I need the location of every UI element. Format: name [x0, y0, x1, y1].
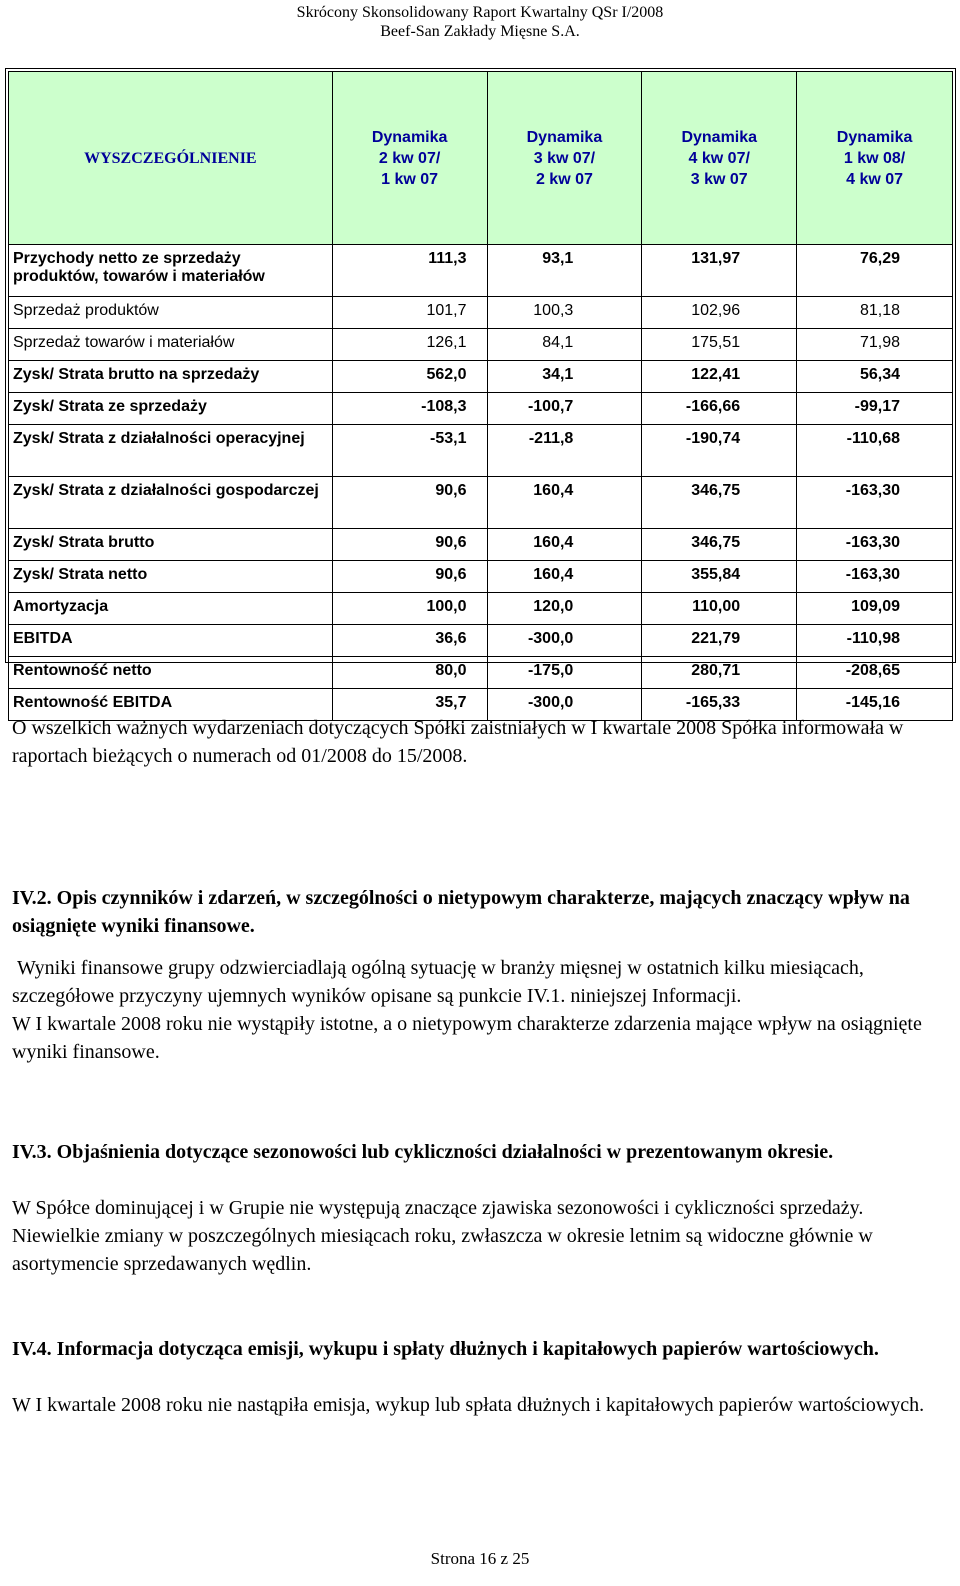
table-row	[9, 245, 953, 297]
cell-value: 100,0	[332, 593, 487, 625]
column-header-q4-q3: Dynamika 4 kw 07/ 3 kw 07	[642, 72, 797, 245]
cell-value: 109,09	[797, 593, 953, 625]
column-header-description: WYSZCZEGÓLNIENIE	[9, 72, 333, 245]
cell-value: 355,84	[642, 561, 797, 593]
section-paragraph: W Spółce dominującej i w Grupie nie występują znaczące zjawiska sezonowości i cykliczności sprzedaży. Niewielkie zmiany w poszczególnych miesiącach roku, zwłaszcza w okresie letnim są widoczne głównie w asortymencie sprzedawanych wędlin.	[12, 1197, 873, 1275]
row-label: Zysk/ Strata netto	[9, 561, 333, 593]
table-row	[9, 393, 953, 425]
cell-value: 71,98	[797, 329, 953, 361]
section-iv3	[12, 1138, 942, 1278]
dynamics-table-frame	[5, 68, 956, 711]
cell-value: 346,75	[642, 477, 797, 529]
cell-value: -208,65	[797, 657, 953, 689]
row-label: Sprzedaż produktów	[9, 297, 333, 329]
section-paragraph: Wyniki finansowe grupy odzwierciadlają ogólną sytuację w branży mięsnej w ostatnich kilku miesiącach, szczegółowe przyczyny ujemnych wyników opisane są punkcie IV.1. niniejszej Informacji.	[12, 957, 869, 1007]
page-number: Strona 16 z 25	[430, 1549, 530, 1568]
cell-value: 56,34	[797, 361, 953, 393]
cell-value: -163,30	[797, 529, 953, 561]
cell-value: 131,97	[642, 245, 797, 297]
section-heading: IV.3. Objaśnienia dotyczące sezonowości lub cykliczności działalności w prezentowanym okresie.	[12, 1141, 834, 1163]
cell-value: 221,79	[642, 625, 797, 657]
cell-value: 100,3	[487, 297, 642, 329]
table-row	[9, 297, 953, 329]
cell-value: 90,6	[332, 561, 487, 593]
cell-value: 81,18	[797, 297, 953, 329]
cell-value: -100,7	[487, 393, 642, 425]
table-row	[9, 361, 953, 393]
cell-value: 160,4	[487, 529, 642, 561]
cell-value: 35,7	[332, 689, 487, 721]
row-label: Zysk/ Strata brutto	[9, 529, 333, 561]
cell-value: 120,0	[487, 593, 642, 625]
table-row	[9, 657, 953, 689]
cell-value: -190,74	[642, 425, 797, 477]
cell-value: 80,0	[332, 657, 487, 689]
table-row	[9, 561, 953, 593]
column-header-q2-q1: Dynamika 2 kw 07/ 1 kw 07	[332, 72, 487, 245]
row-label: Przychody netto ze sprzedaży produktów, towarów i materiałów	[9, 245, 333, 297]
table-row	[9, 593, 953, 625]
cell-value: 160,4	[487, 477, 642, 529]
cell-value: -99,17	[797, 393, 953, 425]
row-label: Sprzedaż towarów i materiałów	[9, 329, 333, 361]
cell-value: 160,4	[487, 561, 642, 593]
cell-value: -211,8	[487, 425, 642, 477]
cell-value: -300,0	[487, 689, 642, 721]
cell-value: 90,6	[332, 477, 487, 529]
row-label: Rentowność EBITDA	[9, 689, 333, 721]
row-label: Zysk/ Strata ze sprzedaży	[9, 393, 333, 425]
section-iv2	[12, 884, 942, 1066]
section-iv4	[12, 1335, 942, 1419]
table-row	[9, 625, 953, 657]
cell-value: -110,98	[797, 625, 953, 657]
cell-value: 122,41	[642, 361, 797, 393]
cell-value: -53,1	[332, 425, 487, 477]
row-label: Zysk/ Strata z działalności gospodarczej	[9, 477, 333, 529]
section-paragraph: W I kwartale 2008 roku nie wystąpiły istotne, a o nietypowym charakterze zdarzenia mające wpływ na osiągnięte wyniki finansowe.	[12, 1013, 922, 1063]
cell-value: -145,16	[797, 689, 953, 721]
cell-value: 76,29	[797, 245, 953, 297]
cell-value: -166,66	[642, 393, 797, 425]
cell-value: 34,1	[487, 361, 642, 393]
cell-value: -165,33	[642, 689, 797, 721]
cell-value: 90,6	[332, 529, 487, 561]
events-paragraph: O wszelkich ważnych wydarzeniach dotyczących Spółki zaistniałych w I kwartale 2008 Spółka informowała w raportach bieżących o numerach od 01/2008 do 15/2008.	[12, 717, 904, 767]
row-label: Amortyzacja	[9, 593, 333, 625]
cell-value: -175,0	[487, 657, 642, 689]
cell-value: -163,30	[797, 561, 953, 593]
cell-value: -300,0	[487, 625, 642, 657]
table-header-row	[9, 72, 953, 245]
cell-value: 280,71	[642, 657, 797, 689]
cell-value: -108,3	[332, 393, 487, 425]
row-label: EBITDA	[9, 625, 333, 657]
section-heading: IV.2. Opis czynników i zdarzeń, w szczególności o nietypowym charakterze, mających znaczący wpływ na osiągnięte wyniki finansowe.	[12, 887, 910, 937]
column-header-q3-q2: Dynamika 3 kw 07/ 2 kw 07	[487, 72, 642, 245]
table-row	[9, 425, 953, 477]
dynamics-table	[8, 71, 953, 721]
cell-value: 346,75	[642, 529, 797, 561]
column-header-q1-q4: Dynamika 1 kw 08/ 4 kw 07	[797, 72, 953, 245]
row-label: Rentowność netto	[9, 657, 333, 689]
section-heading: IV.4. Informacja dotycząca emisji, wykupu i spłaty dłużnych i kapitałowych papierów wartościowych.	[12, 1338, 879, 1360]
cell-value: 562,0	[332, 361, 487, 393]
cell-value: 102,96	[642, 297, 797, 329]
row-label: Zysk/ Strata z działalności operacyjnej	[9, 425, 333, 477]
cell-value: 84,1	[487, 329, 642, 361]
cell-value: 36,6	[332, 625, 487, 657]
row-label: Zysk/ Strata brutto na sprzedaży	[9, 361, 333, 393]
company-name: Beef-San Zakłady Mięsne S.A.	[380, 23, 580, 40]
table-row	[9, 477, 953, 529]
section-paragraph: W I kwartale 2008 roku nie nastąpiła emisja, wykup lub spłata dłużnych i kapitałowych papierów wartościowych.	[12, 1394, 925, 1416]
report-title: Skrócony Skonsolidowany Raport Kwartalny QSr I/2008	[296, 4, 664, 21]
table-row	[9, 529, 953, 561]
cell-value: 175,51	[642, 329, 797, 361]
cell-value: -163,30	[797, 477, 953, 529]
cell-value: 111,3	[332, 245, 487, 297]
cell-value: 93,1	[487, 245, 642, 297]
cell-value: -110,68	[797, 425, 953, 477]
document-header	[0, 3, 960, 41]
cell-value: 110,00	[642, 593, 797, 625]
cell-value: 126,1	[332, 329, 487, 361]
table-row	[9, 329, 953, 361]
cell-value: 101,7	[332, 297, 487, 329]
